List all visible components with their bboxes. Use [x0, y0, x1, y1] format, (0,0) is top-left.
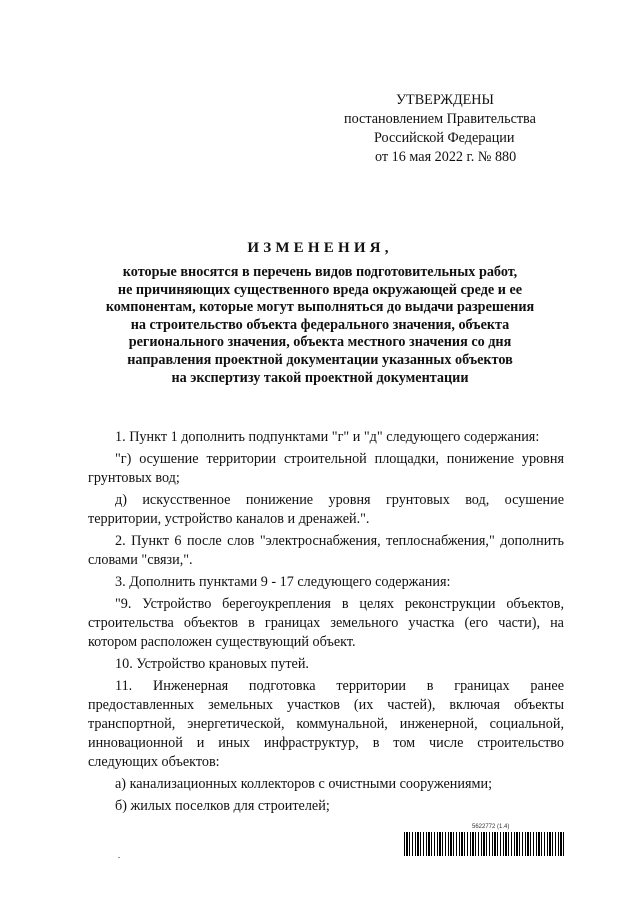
paragraph-2: "г) осушение территории строительной площадки, понижение уровня грунтовых вод;	[88, 451, 564, 486]
barcode-icon	[404, 832, 564, 856]
paragraph-10: б) жилых поселков для строителей;	[115, 798, 330, 814]
paragraph-7: 10. Устройство крановых путей.	[115, 656, 309, 672]
paragraph-1: 1. Пункт 1 дополнить подпунктами "г" и "д" следующего содержания:	[115, 429, 540, 445]
approval-line-1: постановлением Правительства	[344, 111, 536, 127]
subtitle-line: не причиняющих существенного вреда окружающей среде и ее	[117, 281, 523, 298]
paragraph-9: а) канализационных коллекторов с очистными сооружениями;	[115, 776, 493, 792]
approval-line-2: Российской Федерации	[374, 130, 515, 146]
subtitle-line: на экспертизу такой проектной документации	[171, 369, 469, 386]
paragraph-8: 11. Инженерная подготовка территории в границах ранее предоставленных земельных участков (их частей), включая объекты транспортной, энергетической, коммунальной, инженерной, социальной, инновационной и иных инфраструктур, в том числе строительство следующих объектов:	[88, 678, 564, 770]
approval-line-3: от 16 мая 2022 г. № 880	[375, 149, 517, 165]
document-code: 5622772 (1.4)	[472, 824, 510, 830]
subtitle-line: компонентам, которые могут выполняться до выдачи разрешения	[105, 299, 535, 316]
paragraph-3: д) искусственное понижение уровня грунтовых вод, осушение территории, устройство каналов и дренажей.".	[88, 492, 564, 527]
document-subtitle	[60, 264, 580, 387]
subtitle-line: на строительство объекта федерального значения, объекта	[130, 316, 510, 333]
subtitle-line: направления проектной документации указанных объектов	[127, 351, 513, 368]
document-title: ИЗМЕНЕНИЯ,	[247, 240, 393, 256]
approval-heading: УТВЕРЖДЕНЫ	[396, 92, 494, 108]
scan-speck	[118, 857, 120, 858]
paragraph-6: "9. Устройство берегоукрепления в целях реконструкции объектов, строительства объектов в границах земельного участка (его части), на котором расположен существующий объект.	[88, 596, 564, 650]
paragraph-4: 2. Пункт 6 после слов "электроснабжения, теплоснабжения," дополнить словами "связи,".	[88, 533, 564, 568]
subtitle-line: которые вносятся в перечень видов подготовительных работ,	[122, 264, 518, 280]
paragraph-5: 3. Дополнить пунктами 9 - 17 следующего содержания:	[115, 574, 451, 590]
subtitle-line: регионального значения, объекта местного значения со дня	[128, 334, 512, 351]
approval-block	[344, 91, 564, 167]
document-body	[88, 428, 564, 819]
